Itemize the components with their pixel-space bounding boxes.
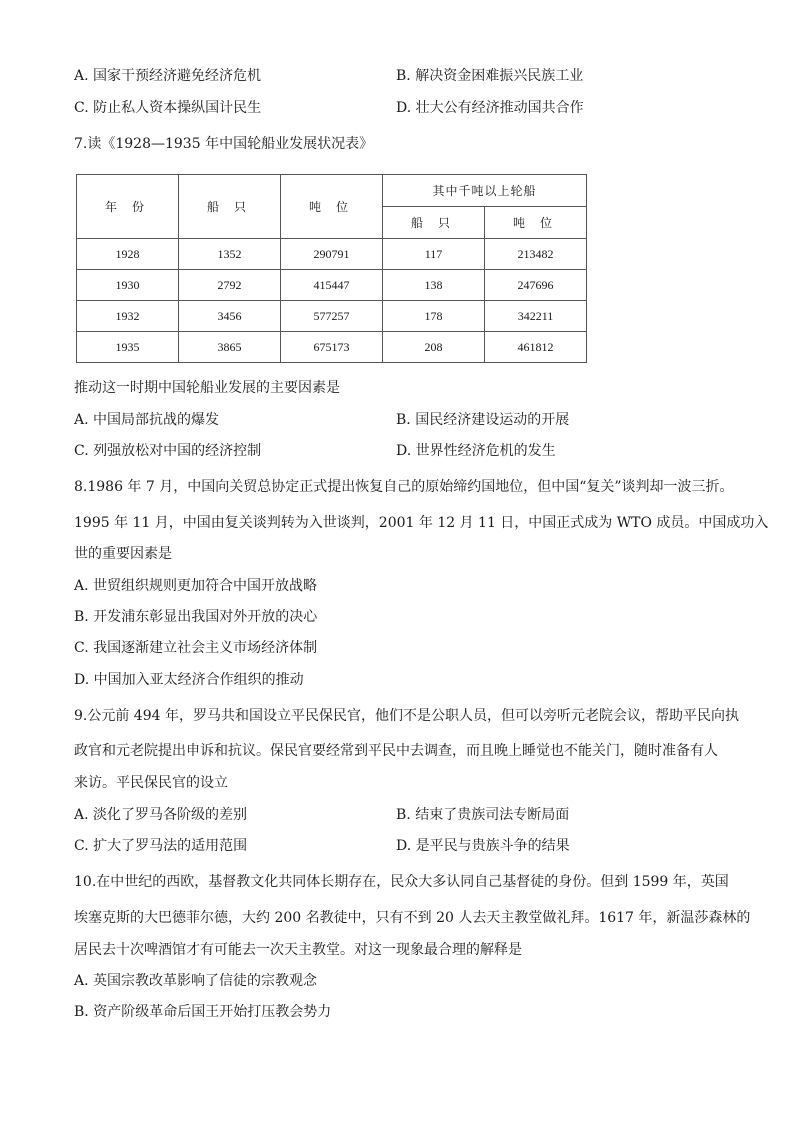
table-cell: 1930 (77, 270, 179, 301)
table-cell: 577257 (281, 301, 383, 332)
q7-option-d: D. 世界性经济危机的发生 (396, 443, 556, 459)
q9-stem-line-1: 9.公元前 494 年，罗马共和国设立平民保民官，他们不是公职人员，但可以旁听元老院会议，帮助平民向执 (74, 708, 739, 724)
table-header-sub-ships: 船 只 (383, 207, 485, 239)
q10-stem-line-3: 居民去十次啤酒馆才有可能去一次天主教堂。对这一现象最合理的解释是 (74, 942, 522, 958)
table-header-year: 年 份 (77, 175, 179, 239)
table-header-ships: 船 只 (179, 175, 281, 239)
q6-option-d: D. 壮大公有经济推动国共合作 (396, 100, 584, 116)
q9-option-b: B. 结束了贵族司法专断局面 (396, 807, 570, 823)
q10-option-b: B. 资产阶级革命后国王开始打压教会势力 (74, 1004, 332, 1020)
q10-option-a: A. 英国宗教改革影响了信徒的宗教观念 (74, 973, 318, 989)
q10-stem-line-1: 10.在中世纪的西欧，基督教文化共同体长期存在，民众大多认同自己基督徒的身份。但到 1599 年，英国 (74, 874, 729, 890)
q7-title: 7.读《1928—1935 年中国轮船业发展状况表》 (74, 136, 374, 152)
q7-option-a: A. 中国局部抗战的爆发 (74, 412, 220, 428)
table-cell: 461812 (485, 332, 587, 363)
table-row (77, 270, 587, 301)
q8-option-b: B. 开发浦东彰显出我国对外开放的决心 (74, 609, 318, 625)
q10-stem-line-2: 埃塞克斯的大巴德菲尔德，大约 200 名教徒中，只有不到 20 人去天主教堂做礼拜。1617 年，新温莎森林的 (74, 910, 751, 926)
q9-option-d: D. 是平民与贵族斗争的结果 (396, 838, 570, 854)
table-row (77, 332, 587, 363)
q8-option-d: D. 中国加入亚太经济合作组织的推动 (74, 672, 304, 688)
q9-option-a: A. 淡化了罗马各阶级的差别 (74, 807, 248, 823)
table-cell: 117 (383, 239, 485, 270)
table-header-tonnage: 吨 位 (281, 175, 383, 239)
table-header-sub-tonnage: 吨 位 (485, 207, 587, 239)
q7-stem: 推动这一时期中国轮船业发展的主要因素是 (74, 380, 340, 396)
table-cell: 415447 (281, 270, 383, 301)
table-cell: 290791 (281, 239, 383, 270)
table-cell: 178 (383, 301, 485, 332)
q8-stem-line-3: 世的重要因素是 (74, 546, 172, 562)
q6-option-b: B. 解决资金困难振兴民族工业 (396, 68, 584, 84)
table-cell: 138 (383, 270, 485, 301)
table-cell: 675173 (281, 332, 383, 363)
table-row (77, 301, 587, 332)
q8-stem-line-2: 1995 年 11 月，中国由复关谈判转为入世谈判，2001 年 12 月 11 日，中国正式成为 WTO 成员。中国成功入 (74, 515, 769, 531)
q6-option-c: C. 防止私人资本操纵国计民生 (74, 100, 262, 116)
shipping-table (76, 174, 587, 363)
q8-option-a: A. 世贸组织规则更加符合中国开放战略 (74, 578, 318, 594)
q7-option-c: C. 列强放松对中国的经济控制 (74, 443, 262, 459)
q9-stem-line-3: 来访。平民保民官的设立 (74, 775, 228, 791)
table-cell: 1932 (77, 301, 179, 332)
q9-option-c: C. 扩大了罗马法的适用范围 (74, 838, 248, 854)
table-header-group: 其中千吨以上轮船 (383, 175, 587, 207)
table-cell: 208 (383, 332, 485, 363)
table-cell: 2792 (179, 270, 281, 301)
table-cell: 213482 (485, 239, 587, 270)
q6-option-a: A. 国家干预经济避免经济危机 (74, 68, 262, 84)
q8-option-c: C. 我国逐渐建立社会主义市场经济体制 (74, 640, 318, 656)
q7-option-b: B. 国民经济建设运动的开展 (396, 412, 570, 428)
table-cell: 1935 (77, 332, 179, 363)
table-cell: 1352 (179, 239, 281, 270)
table-row (77, 239, 587, 270)
table-cell: 247696 (485, 270, 587, 301)
q9-stem-line-2: 政官和元老院提出申诉和抗议。保民官要经常到平民中去调查，而且晚上睡觉也不能关门，随时准备有人 (74, 743, 718, 759)
table-cell: 1928 (77, 239, 179, 270)
table-cell: 3456 (179, 301, 281, 332)
table-cell: 342211 (485, 301, 587, 332)
table-cell: 3865 (179, 332, 281, 363)
q8-stem-line-1: 8.1986 年 7 月，中国向关贸总协定正式提出恢复自己的原始缔约国地位，但中国“复关”谈判却一波三折。 (74, 479, 734, 495)
